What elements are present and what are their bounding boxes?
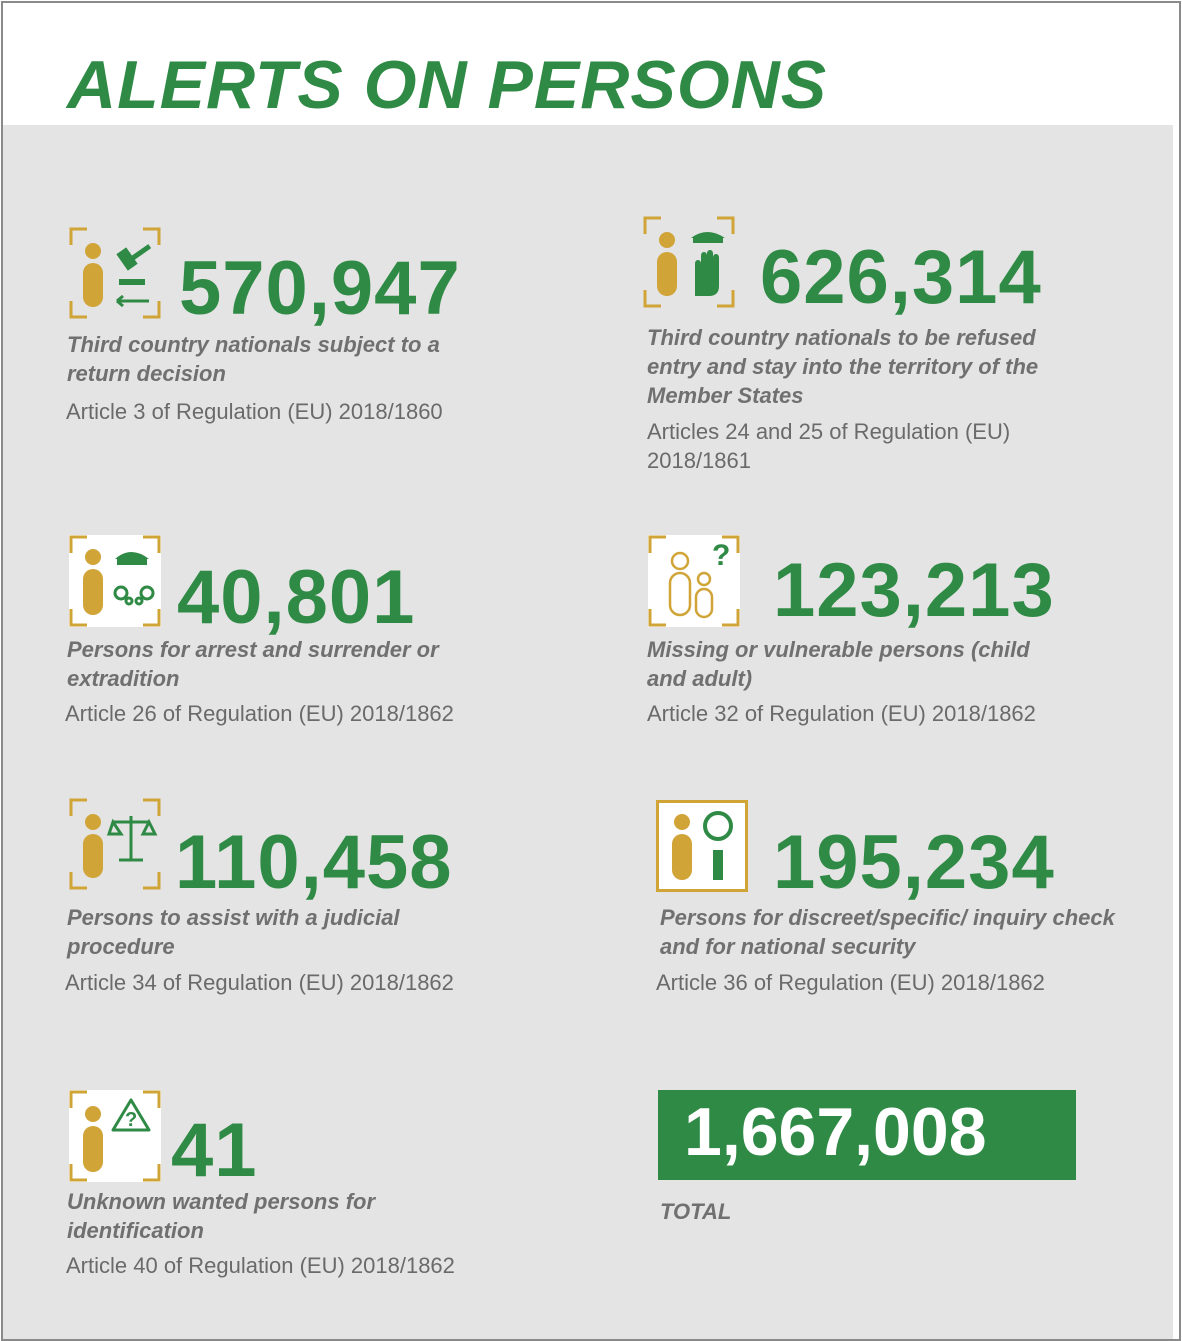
warning-unknown-icon [69, 1090, 161, 1182]
stat-value: 40,801 [177, 555, 416, 640]
gavel-return-icon [69, 227, 161, 319]
infographic-frame [1, 1, 1181, 1341]
svg-text:?: ? [712, 539, 731, 572]
stat-reference: Article 40 of Regulation (EU) 2018/1862 [66, 1253, 455, 1278]
stat-reference: Article 34 of Regulation (EU) 2018/1862 [65, 970, 454, 995]
scales-of-justice-icon [69, 798, 161, 890]
stat-description: Unknown wanted persons for identification [67, 1189, 376, 1243]
stat-reference: Article 36 of Regulation (EU) 2018/1862 [656, 970, 1045, 995]
stat-reference: Article 3 of Regulation (EU) 2018/1860 [66, 399, 443, 424]
total-label: TOTAL [660, 1199, 732, 1224]
magnifier-check-icon [656, 800, 748, 892]
stat-description: Third country nationals to be refused entry and stay into the territory of the Member States [647, 325, 1039, 408]
police-handcuffs-icon [69, 535, 161, 627]
stat-value: 41 [171, 1108, 258, 1193]
total-value: 1,667,008 [684, 1094, 987, 1170]
stat-value: 123,213 [773, 548, 1055, 633]
stat-value: 110,458 [175, 820, 453, 905]
stat-description: Third country nationals subject to a return decision [67, 332, 440, 386]
total-badge [658, 1090, 1076, 1180]
svg-text:?: ? [125, 1109, 138, 1131]
stat-value: 195,234 [773, 820, 1055, 905]
stat-reference: Article 32 of Regulation (EU) 2018/1862 [647, 701, 1036, 726]
stat-reference: Articles 24 and 25 of Regulation (EU) 2018/1861 [647, 419, 1011, 473]
stat-value: 626,314 [760, 235, 1042, 320]
stat-description: Persons to assist with a judicial procedure [67, 905, 400, 959]
stat-description: Missing or vulnerable persons (child and adult) [647, 637, 1030, 691]
police-stop-hand-icon [643, 216, 735, 308]
page-title: ALERTS ON PERSONS [67, 47, 828, 123]
stat-description: Persons for discreet/specific/ inquiry check and for national security [660, 905, 1115, 959]
stat-value: 570,947 [179, 246, 461, 331]
stat-reference: Article 26 of Regulation (EU) 2018/1862 [65, 701, 454, 726]
stat-description: Persons for arrest and surrender or extradition [67, 637, 439, 691]
missing-persons-question-icon [648, 535, 740, 627]
